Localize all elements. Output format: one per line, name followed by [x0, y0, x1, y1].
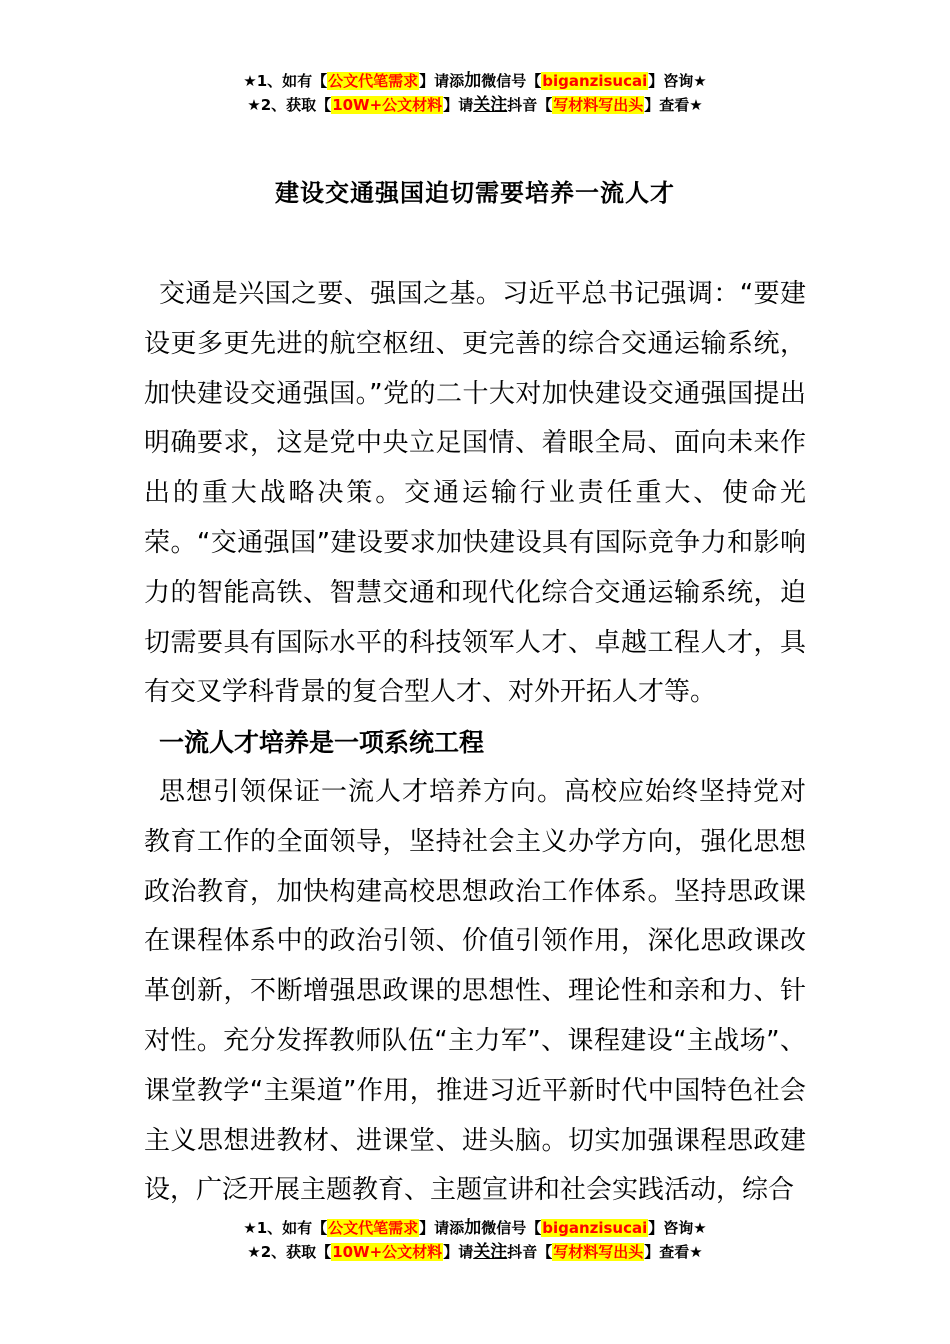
document-body: [144, 270, 806, 1216]
banner-emphasis: 加: [464, 71, 482, 91]
banner-emphasis: 关注: [473, 95, 508, 115]
banner-text: 】查看★: [644, 96, 703, 114]
body-paragraph: 交通是兴国之要、强国之基。习近平总书记强调：“要建设更多更先进的航空枢纽、更完善的综合交通运输系统，加快建设交通强国。”党的二十大对加快建设交通强国提出明确要求，这是党中央立足国情、着眼全局、面向未来作出的重大战略决策。交通运输行业责任重大、使命光荣。“交通强国”建设要求加快建设具有国际竞争力和影响力的智能高铁、智慧交通和现代化综合交通运输系统，迫切需要具有国际水平的科技领军人才、卓越工程人才，具有交叉学科背景的复合型人才、对外开拓人才等。: [144, 279, 806, 708]
banner-emphasis: 关注: [473, 1242, 508, 1262]
banner-highlight: 写材料写出头: [553, 1243, 644, 1261]
banner-text: 抖音【: [507, 1243, 553, 1261]
banner-text: ★1、如有【: [243, 1219, 328, 1237]
banner-text: 微信号【: [481, 72, 542, 90]
banner-line-1: [0, 69, 950, 93]
banner-text: ★2、获取【: [247, 1243, 332, 1261]
banner-line-2: [0, 93, 950, 117]
banner-text: 】请: [443, 1243, 474, 1261]
banner-emphasis: 加: [464, 1218, 482, 1238]
banner-text: ★2、获取【: [247, 96, 332, 114]
banner-highlight: 10W+公文材料: [332, 1243, 443, 1261]
footer-banner: [0, 1216, 950, 1264]
body-paragraph: 思想引领保证一流人才培养方向。高校应始终坚持党对教育工作的全面领导，坚持社会主义办学方向，强化思想政治教育，加快构建高校思想政治工作体系。坚持思政课在课程体系中的政治引领、价值引领作用，深化思政课改革创新，不断增强思政课的思想性、理论性和亲和力、针对性。充分发挥教师队伍“主力军”、课程建设“主战场”、课堂教学“主渠道”作用，推进习近平新时代中国特色社会主义思想进教材、进课堂、进头脑。切实加强课程思政建设，广泛开展主题教育、主题宣讲和社会实践活动，综合: [144, 776, 806, 1206]
banner-highlight: biganzisucai: [542, 1219, 648, 1237]
document-title: 建设交通强国迫切需要培养一流人才: [275, 179, 675, 207]
section-heading: 一流人才培养是一项系统工程: [159, 728, 485, 758]
banner-text: 】咨询★: [648, 1219, 707, 1237]
banner-line-2: [0, 1240, 950, 1264]
header-banner: [0, 69, 950, 117]
banner-text: 抖音【: [507, 96, 553, 114]
banner-text: 】请添: [419, 1219, 465, 1237]
banner-text: ★1、如有【: [243, 72, 328, 90]
banner-highlight: 10W+公文材料: [332, 96, 443, 114]
banner-text: 微信号【: [481, 1219, 542, 1237]
banner-line-1: [0, 1216, 950, 1240]
banner-highlight: 公文代笔需求: [328, 1219, 419, 1237]
banner-text: 】查看★: [644, 1243, 703, 1261]
banner-highlight: biganzisucai: [542, 72, 648, 90]
banner-text: 】请: [443, 96, 474, 114]
banner-text: 】咨询★: [648, 72, 707, 90]
banner-highlight: 公文代笔需求: [328, 72, 419, 90]
banner-highlight: 写材料写出头: [553, 96, 644, 114]
banner-text: 】请添: [419, 72, 465, 90]
